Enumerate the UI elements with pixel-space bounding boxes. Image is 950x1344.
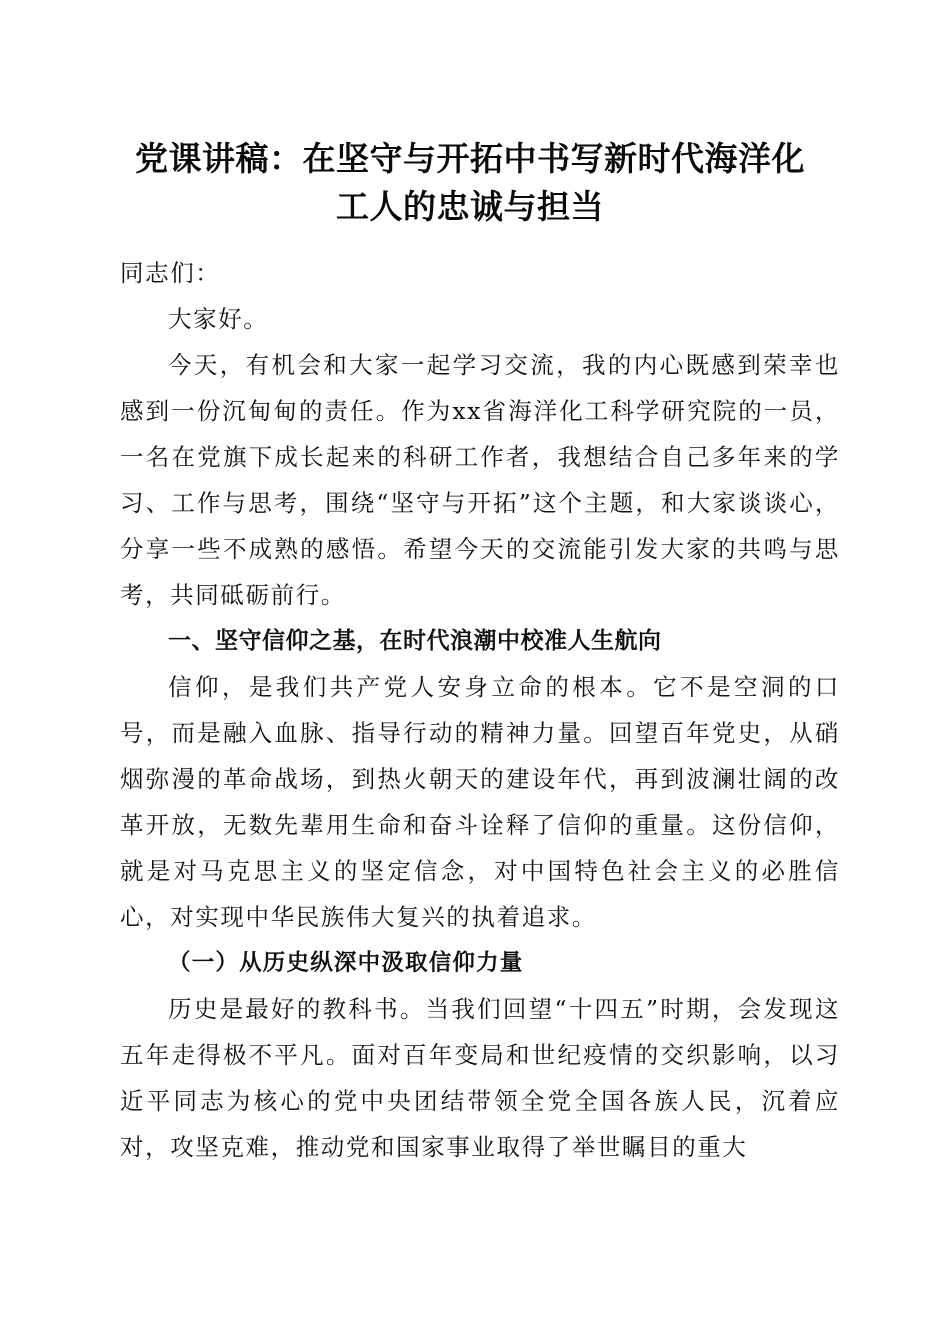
section-heading-1: 一、坚守信仰之基，在时代浪潮中校准人生航向 [168,628,662,654]
document-body [120,250,840,1170]
paragraph-intro: 今天，有机会和大家一起学习交流，我的内心既感到荣幸也感到一份沉甸甸的责任。作为xx省海洋化工科学研究院的一员，一名在党旗下成长起来的科研工作者，我想结合自己多年来的学习、工作与思考，围绕“坚守与开拓”这个主题，和大家谈谈心，分享一些不成熟的感悟。希望今天的交流能引发大家的共鸣与思考，共同砥砺前行。 [120,351,840,609]
document-title-line-2: 工人的忠诚与担当 [336,187,604,226]
paragraph-greeting: 大家好。 [168,305,269,333]
section-1-paragraph: 信仰，是我们共产党人安身立命的根本。它不是空洞的口号，而是融入血脉、指导行动的精神力量。回望百年党史，从硝烟弥漫的革命战场，到热火朝天的建设年代，再到波澜壮阔的改革开放，无数先辈用生命和奋斗诠释了信仰的重量。这份信仰，就是对马克思主义的坚定信念，对中国特色社会主义的必胜信心，对实现中华民族伟大复兴的执着追求。 [120,673,840,931]
subsection-1-paragraph: 历史是最好的教科书。当我们回望“十四五”时期，会发现这五年走得极不平凡。面对百年变局和世纪疫情的交织影响，以习近平同志为核心的党中央团结带领全党全国各族人民，沉着应对，攻坚克难，推动党和国家事业取得了举世瞩目的重大 [120,995,840,1161]
salutation: 同志们： [120,259,221,287]
subsection-heading-1: （一）从历史纵深中汲取信仰力量 [168,950,524,976]
document-title-line-1: 党课讲稿：在坚守与开拓中书写新时代海洋化 [135,139,805,178]
